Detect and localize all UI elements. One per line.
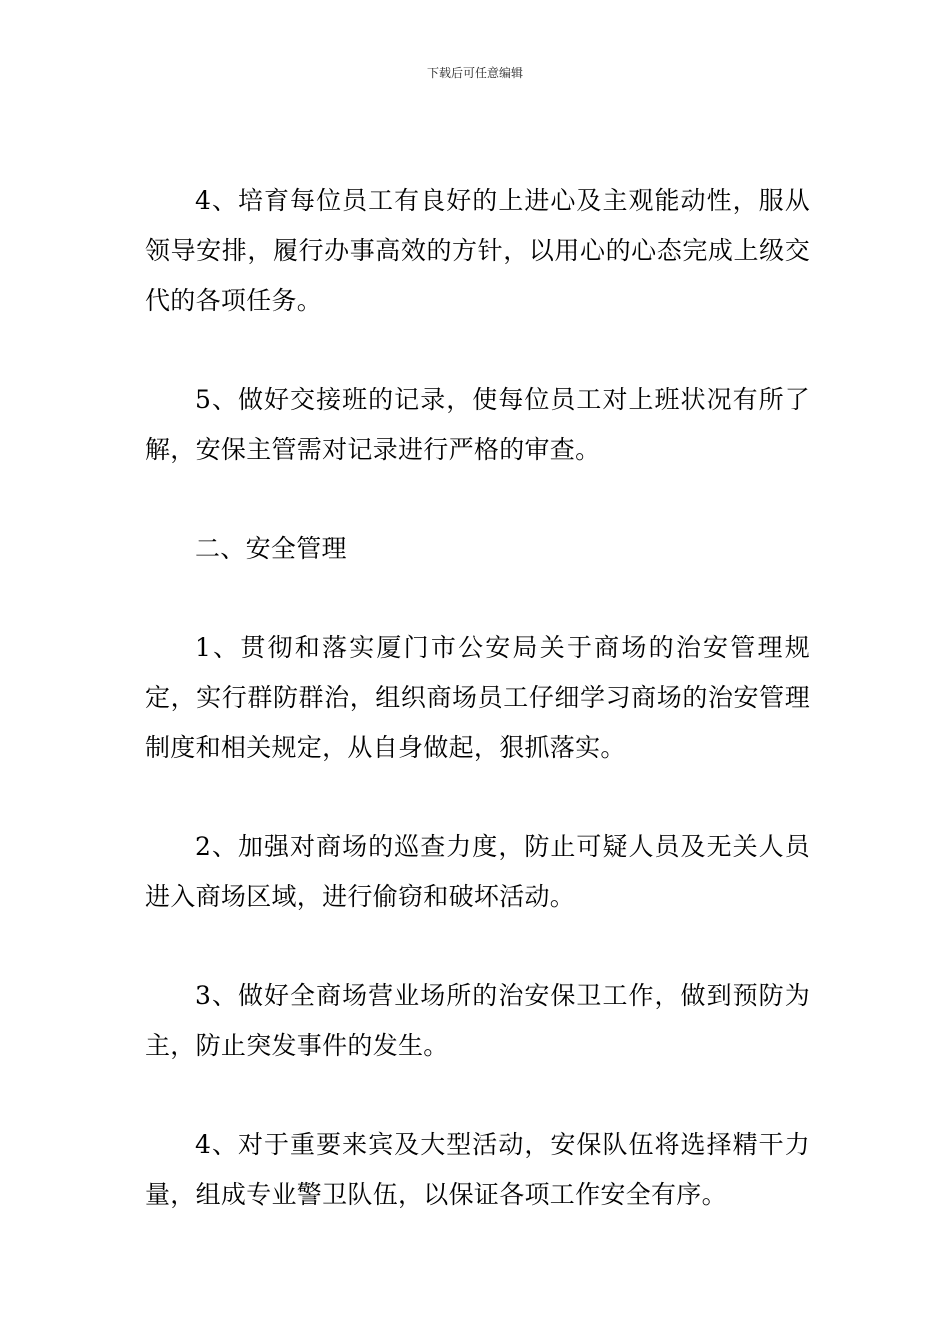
- document-body: [145, 176, 810, 1269]
- paragraph-item-3-prevention: 3、做好全商场营业场所的治安保卫工作，做到预防为主，防止突发事件的发生。: [145, 981, 810, 1060]
- paragraph-item-1-regulations: 1、贯彻和落实厦门市公安局关于商场的治安管理规定，实行群防群治，组织商场员工仔细学习商场的治安管理制度和相关规定，从自身做起，狠抓落实。: [145, 633, 810, 762]
- page-header: 下载后可任意编辑: [426, 66, 523, 80]
- paragraph-item-2-patrol: 2、加强对商场的巡查力度，防止可疑人员及无关人员进入商场区域，进行偷窃和破坏活动。: [145, 832, 810, 911]
- paragraph-item-4-guard-team: 4、对于重要来宾及大型活动，安保队伍将选择精干力量，组成专业警卫队伍，以保证各项工作安全有序。: [145, 1130, 810, 1209]
- section-heading-security-management: 二、安全管理: [195, 534, 347, 563]
- paragraph-item-4-training: 4、培育每位员工有良好的上进心及主观能动性，服从领导安排，履行办事高效的方针，以用心的心态完成上级交代的各项任务。: [145, 186, 810, 315]
- paragraph-item-5-shift-record: 5、做好交接班的记录，使每位员工对上班状况有所了解，安保主管需对记录进行严格的审查。: [145, 385, 810, 464]
